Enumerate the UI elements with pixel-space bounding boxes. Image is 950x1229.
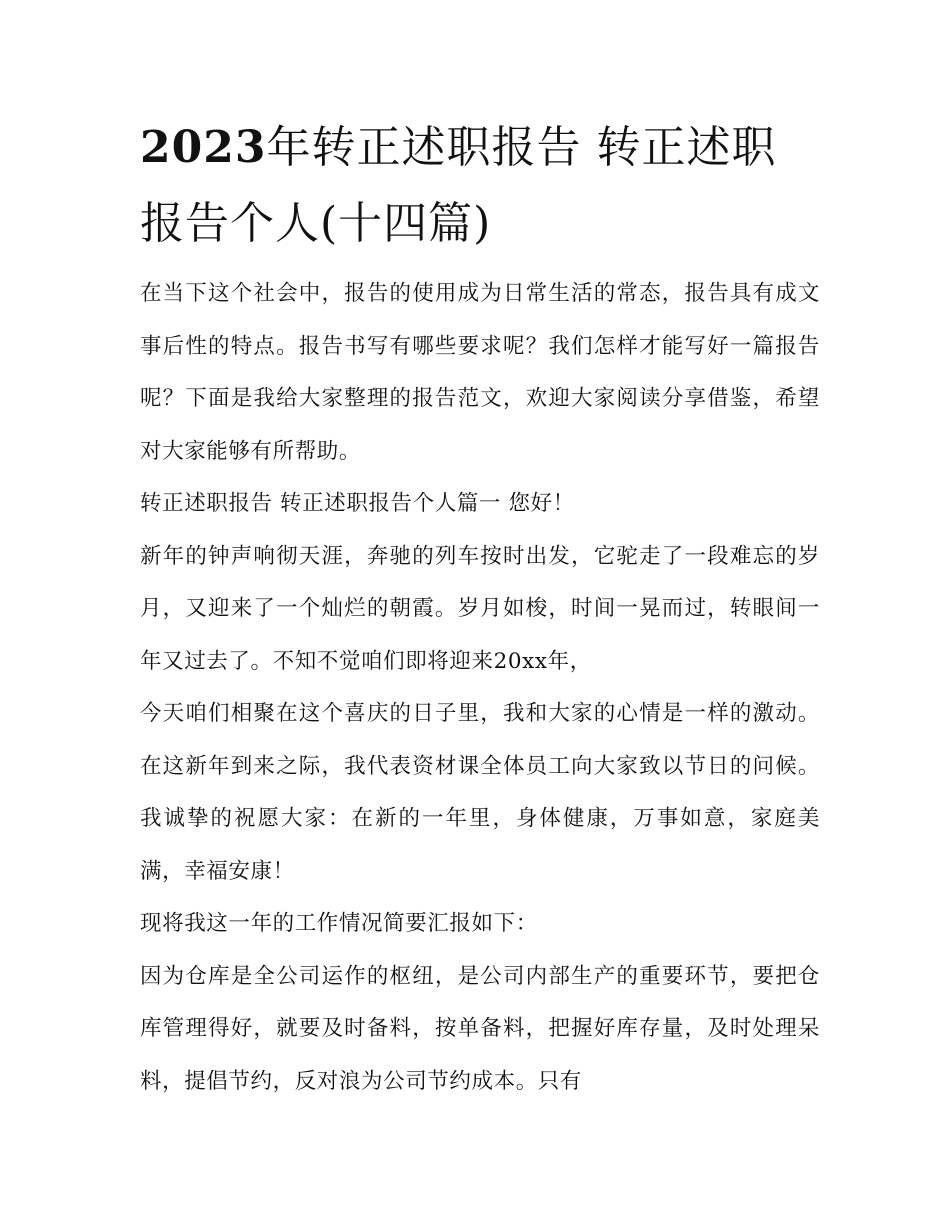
body-paragraph: 因为仓库是全公司运作的枢纽，是公司内部生产的重要环节，要把仓库管理得好，就要及时备料，按单备料，把握好库存量，及时处理呆料，提倡节约，反对浪为公司节约成本。只有	[140, 963, 820, 1094]
document-page	[140, 110, 820, 1108]
title-year: 2023	[140, 122, 267, 173]
body-paragraph: 今天咱们相聚在这个喜庆的日子里，我和大家的心情是一样的激动。在这新年到来之际，我代表资材课全体员工向大家致以节日的问候。我诚挚的祝愿大家：在新的一年里，身体健康，万事如意，家庭美满，幸福安康！	[140, 701, 820, 884]
title-text: 年转正述职报告 转正述职报告个人(十四篇)	[140, 122, 777, 249]
body-paragraph: 现将我这一年的工作情况简要汇报如下：	[140, 911, 538, 936]
intro-paragraph: 在当下这个社会中，报告的使用成为日常生活的常态，报告具有成文事后性的特点。报告书写有哪些要求呢？我们怎样才能写好一篇报告呢？下面是我给大家整理的报告范文，欢迎大家阅读分享借鉴，希望对大家能够有所帮助。	[140, 281, 820, 464]
section-heading-paragraph: 转正述职报告 转正述职报告个人篇一 您好！	[140, 491, 575, 516]
body-paragraph: 新年的钟声响彻天涯，奔驰的列车按时出发，它驼走了一段难忘的岁月，又迎来了一个灿烂的朝霞。岁月如梭，时间一晃而过，转眼间一年又过去了。不知不觉咱们即将迎来20xx年，	[140, 543, 820, 674]
document-title	[140, 110, 820, 262]
